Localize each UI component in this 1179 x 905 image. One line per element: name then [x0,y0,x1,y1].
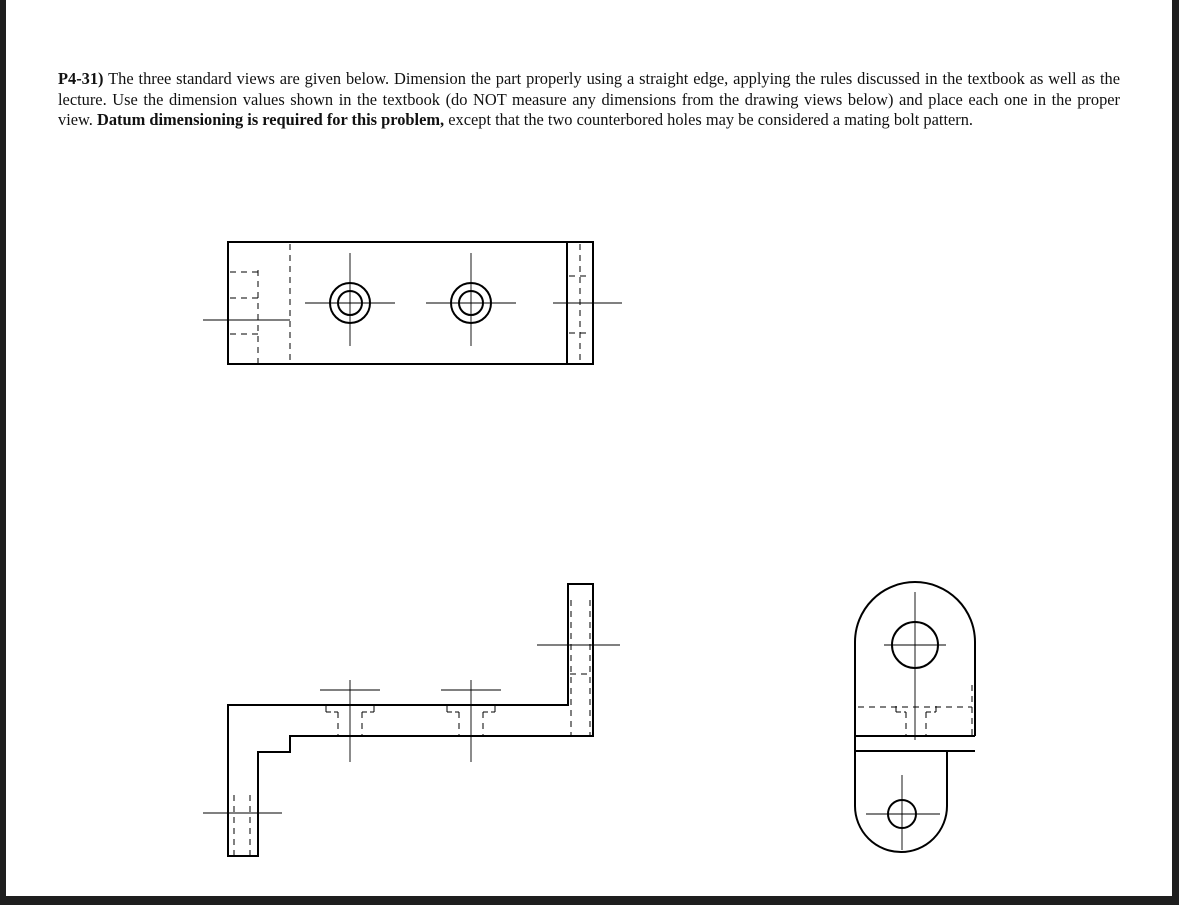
counterbore-hidden-icon [441,680,501,762]
front-view-outline [228,584,593,856]
problem-text-intro: The three standard views are given below. Dimension the part properly using a straight edge, applying the rules discussed in the textbook as well as the lecture. Use the dimension values shown in the textbook (do NOT measure any dimensions from the drawing views below) and place each one in the proper view. [58,69,1120,130]
top-view [203,242,622,364]
side-view-lower-lug [855,736,947,852]
top-view-outline [228,242,593,364]
problem-text-bold: Datum dimensioning is required for this problem, [97,110,445,130]
hole-icon [866,775,940,850]
counterbore-hidden-icon [858,680,972,740]
problem-label: P4-31) [58,69,104,88]
counterbored-hole-icon [305,253,395,346]
problem-text-end: except that the two counterbored holes may be considered a mating bolt pattern. [444,110,974,130]
right-side-view [855,582,975,852]
counterbore-hidden-icon [320,680,380,762]
counterbored-hole-icon [426,253,516,346]
front-view [203,584,620,856]
hole-icon [884,592,946,680]
